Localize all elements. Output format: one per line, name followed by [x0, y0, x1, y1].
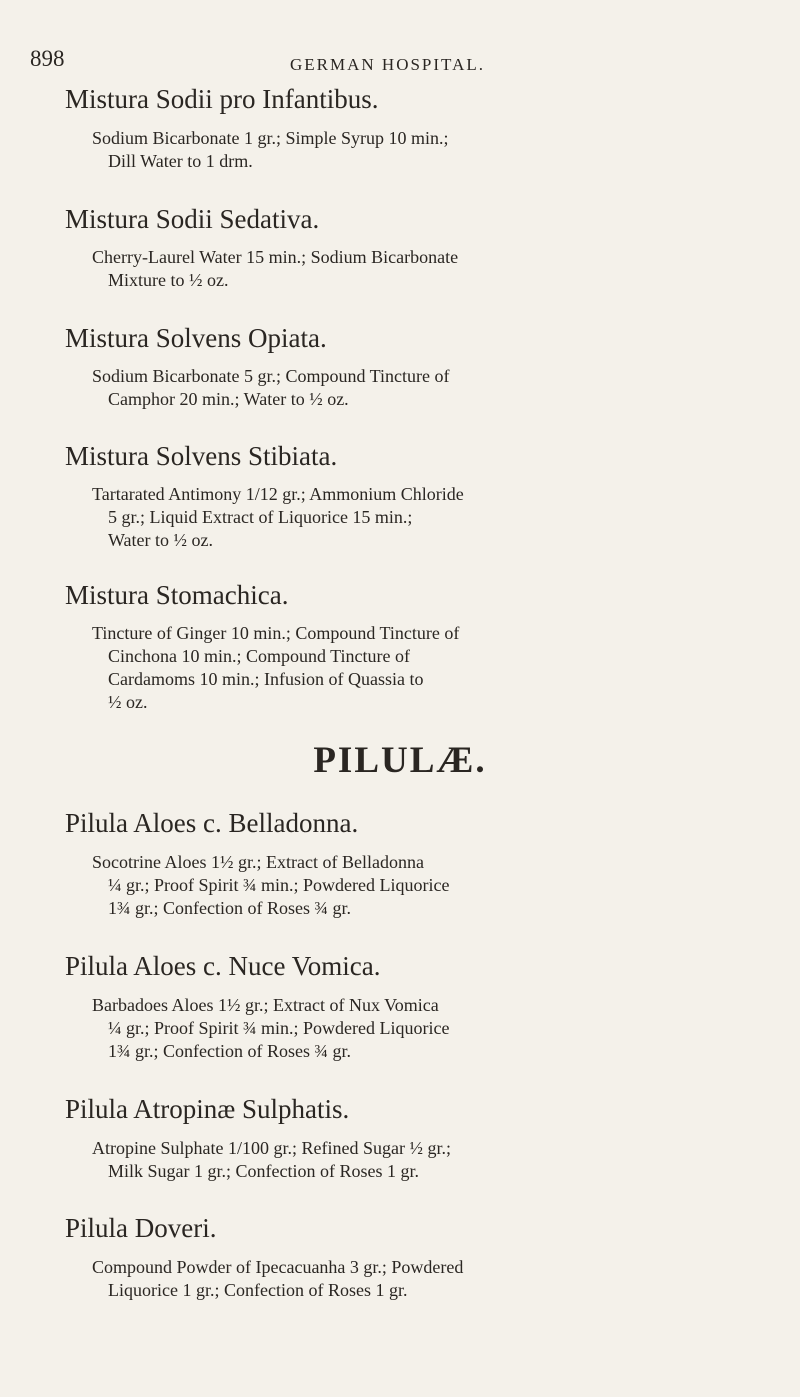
recipe-line: Socotrine Aloes 1½ gr.; Extract of Belladonna	[92, 852, 424, 872]
page-number: 898	[30, 46, 65, 71]
running-title: GERMAN HOSPITAL.	[290, 55, 485, 74]
recipe-title: Pilula Aloes c. Nuce Vomica.	[65, 951, 381, 981]
recipe-line: ¼ gr.; Proof Spirit ¾ min.; Powdered Liquorice	[108, 1018, 450, 1038]
section-heading: PILULÆ.	[313, 740, 487, 781]
recipe-line: Sodium Bicarbonate 1 gr.; Simple Syrup 10 min.;	[92, 128, 449, 148]
recipe-line: Liquorice 1 gr.; Confection of Roses 1 gr.	[108, 1280, 408, 1300]
recipe-line: Sodium Bicarbonate 5 gr.; Compound Tincture of	[92, 366, 450, 386]
recipe-line: Dill Water to 1 drm.	[108, 151, 253, 171]
recipe-line: Cinchona 10 min.; Compound Tincture of	[108, 646, 411, 666]
recipe-line: ½ oz.	[108, 692, 148, 712]
recipe-line: Water to ½ oz.	[108, 530, 214, 550]
recipe-title: Mistura Sodii Sedativa.	[65, 204, 320, 234]
recipe-title: Pilula Aloes c. Belladonna.	[65, 808, 359, 838]
recipe-line: Camphor 20 min.; Water to ½ oz.	[108, 389, 349, 409]
recipe-line: Compound Powder of Ipecacuanha 3 gr.; Powdered	[92, 1257, 464, 1277]
recipe-line: Cherry-Laurel Water 15 min.; Sodium Bicarbonate	[92, 247, 459, 267]
recipe-title: Pilula Doveri.	[65, 1213, 217, 1243]
recipe-line: Tartarated Antimony 1/12 gr.; Ammonium Chloride	[92, 484, 464, 504]
recipe-line: Barbadoes Aloes 1½ gr.; Extract of Nux Vomica	[92, 995, 439, 1015]
recipe-line: Atropine Sulphate 1/100 gr.; Refined Sugar ½ gr.;	[92, 1138, 451, 1158]
recipe-title: Mistura Solvens Stibiata.	[65, 441, 338, 471]
recipe-line: 1¾ gr.; Confection of Roses ¾ gr.	[108, 898, 351, 918]
recipe-line: Milk Sugar 1 gr.; Confection of Roses 1 gr.	[108, 1161, 419, 1181]
recipe-line: 5 gr.; Liquid Extract of Liquorice 15 min.;	[108, 507, 413, 527]
recipe-line: 1¾ gr.; Confection of Roses ¾ gr.	[108, 1041, 351, 1061]
recipe-title: Mistura Sodii pro Infantibus.	[65, 84, 379, 114]
recipe-line: Mixture to ½ oz.	[108, 270, 229, 290]
recipe-line: Cardamoms 10 min.; Infusion of Quassia to	[108, 669, 424, 689]
recipe-title: Pilula Atropinæ Sulphatis.	[65, 1094, 350, 1124]
recipe-line: ¼ gr.; Proof Spirit ¾ min.; Powdered Liquorice	[108, 875, 450, 895]
recipe-title: Mistura Solvens Opiata.	[65, 323, 327, 353]
recipe-title: Mistura Stomachica.	[65, 580, 289, 610]
recipe-line: Tincture of Ginger 10 min.; Compound Tincture of	[92, 623, 460, 643]
